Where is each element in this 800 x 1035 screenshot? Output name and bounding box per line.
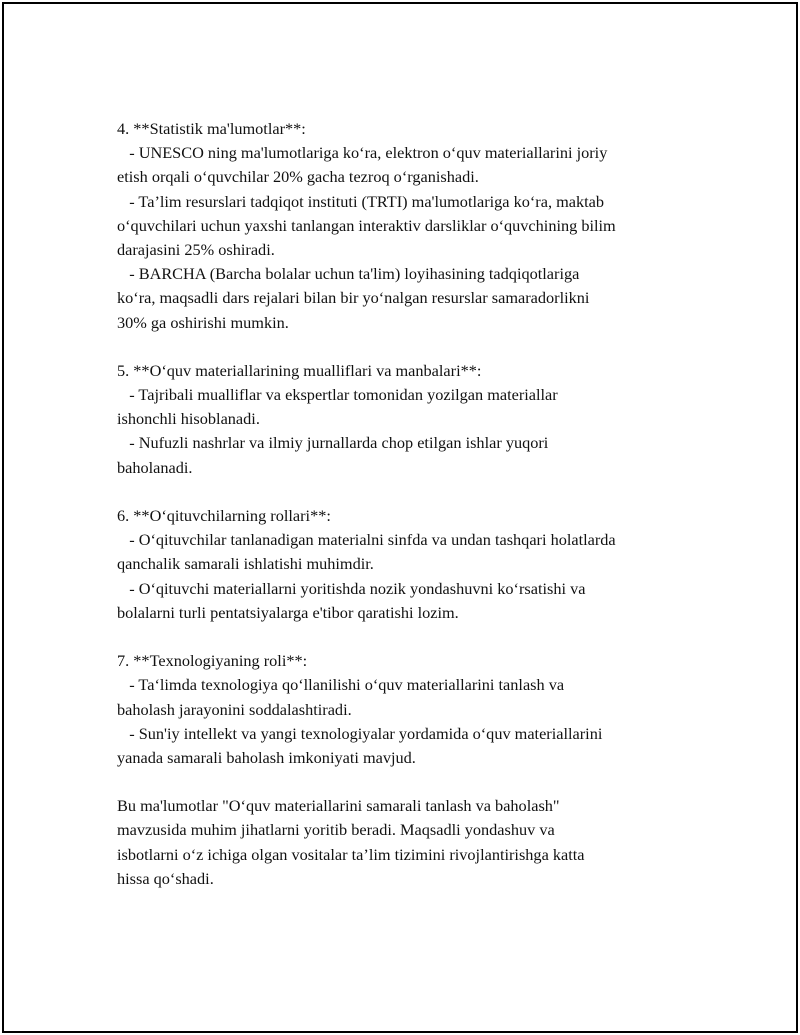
document-body	[117, 117, 687, 891]
section-heading: 5. **O‘quv materiallarining mualliflari va manbalari**:	[117, 360, 482, 380]
section-heading: 7. **Texnologiyaning roli**:	[117, 651, 308, 671]
text-line: darajasini 25% oshiradi.	[117, 239, 275, 259]
paragraph-gap	[117, 480, 687, 504]
paragraph-gap	[117, 335, 687, 359]
text-line: isbotlarni o‘z ichiga olgan vositalar ta’lim tizimini rivojlantirishga katta	[117, 844, 585, 864]
paragraph-gap	[117, 770, 687, 794]
text-line: - Nufuzli nashrlar va ilmiy jurnallarda chop etilgan ishlar yuqori	[117, 433, 549, 453]
paragraph-gap	[117, 625, 687, 649]
text-line: - Sun'iy intellekt va yangi texnologiyalar yordamida o‘quv materiallarini	[117, 723, 603, 743]
text-line: - O‘qituvchilar tanlanadigan materialni sinfda va undan tashqari holatlarda	[117, 530, 616, 550]
text-line: bolalarni turli pentatsiyalarga e'tibor qaratishi lozim.	[117, 602, 459, 622]
text-line: - UNESCO ning ma'lumotlariga ko‘ra, elektron o‘quv materiallarini joriy	[117, 143, 608, 163]
section-heading: 6. **O‘qituvchilarning rollari**:	[117, 506, 331, 525]
section-teacher-roles	[117, 504, 687, 625]
text-line: yanada samarali baholash imkoniyati mavjud.	[117, 747, 416, 767]
text-line: - Tajribali mualliflar va ekspertlar tomonidan yozilgan materiallar	[117, 385, 558, 405]
text-line: mavzusida muhim jihatlarni yoritib beradi. Maqsadli yondashuv va	[117, 820, 555, 840]
text-line: baholanadi.	[117, 457, 193, 477]
text-line: 30% ga oshirishi mumkin.	[117, 312, 289, 332]
text-line: - O‘qituvchi materiallarni yoritishda nozik yondashuvni ko‘rsatishi va	[117, 578, 586, 598]
section-statistics	[117, 117, 687, 335]
section-conclusion	[117, 794, 687, 891]
section-technology-role	[117, 649, 687, 770]
text-line: o‘quvchilari uchun yaxshi tanlangan interaktiv darsliklar o‘quvchining bilim	[117, 215, 616, 235]
text-line: ko‘ra, maqsadli dars rejalari bilan bir yo‘nalgan resurslar samaradorlikni	[117, 288, 590, 308]
text-line: Bu ma'lumotlar "O‘quv materiallarini samarali tanlash va baholash"	[117, 796, 560, 816]
text-line: - BARCHA (Barcha bolalar uchun ta'lim) loyihasining tadqiqotlariga	[117, 264, 580, 284]
text-line: qanchalik samarali ishlatishi muhimdir.	[117, 554, 374, 574]
section-heading: 4. **Statistik ma'lumotlar**:	[117, 119, 306, 138]
text-line: - Ta‘limda texnologiya qo‘llanilishi o‘quv materiallarini tanlash va	[117, 675, 565, 695]
text-line: hissa qo‘shadi.	[117, 868, 214, 888]
text-line: - Ta’lim resurslari tadqiqot instituti (TRTI) ma'lumotlariga ko‘ra, maktab	[117, 191, 605, 211]
text-line: etish orqali o‘quvchilar 20% gacha tezroq o‘rganishadi.	[117, 167, 479, 187]
section-authors-sources	[117, 359, 687, 480]
text-line: ishonchli hisoblanadi.	[117, 409, 260, 429]
text-line: baholash jarayonini soddalashtiradi.	[117, 699, 352, 719]
